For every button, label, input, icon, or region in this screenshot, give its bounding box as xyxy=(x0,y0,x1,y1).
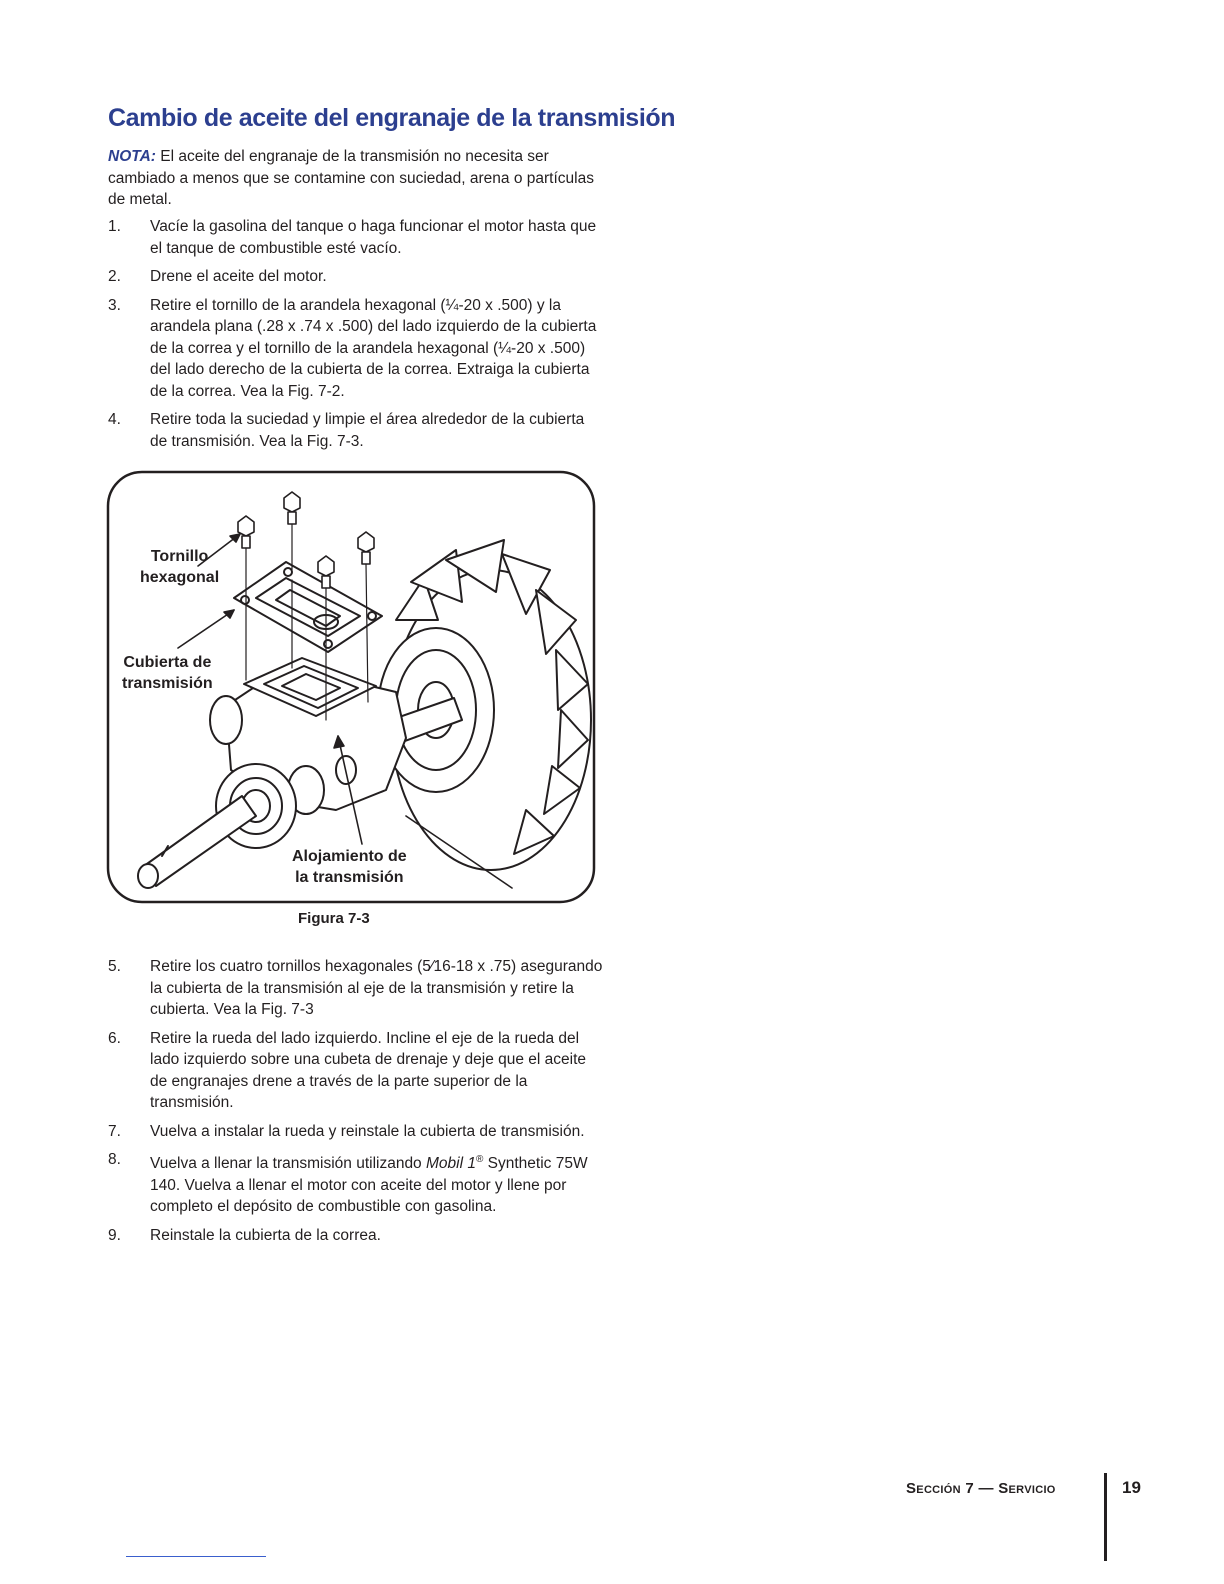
callout-transmission-housing-line-2: la transmisión xyxy=(295,869,404,886)
footer-divider xyxy=(1104,1473,1107,1561)
step-text: Drene el aceite del motor. xyxy=(150,268,327,285)
step-text: Retire los cuatro tornillos hexagonales (5⁄16-18 x .75) asegurando la cubierta de la transmisión al eje de la transmisión y retire la cubierta. Vea la Fig. 7-3 xyxy=(150,958,603,1018)
figure-7-3 xyxy=(106,470,596,904)
note-text: El aceite del engranaje de la transmisión no necesita ser cambiado a menos que se contamine con suciedad, arena o partículas de metal. xyxy=(108,148,594,208)
step-number: 5. xyxy=(108,958,121,975)
step-number: 3. xyxy=(108,296,121,314)
bottom-rule xyxy=(126,1556,266,1557)
step-item xyxy=(108,295,603,403)
step-text: Retire el tornillo de la arandela hexagonal (¼-20 x .500) y la arandela plana (.28 x .74 x .500) del lado izquierdo de la cubierta de la correa y el tornillo de la arandela hexagonal (¼-20 x .500) del lado derecho de la cubierta de la correa. Extraiga la cubierta de la correa. Vea la Fig. 7-2. xyxy=(150,296,597,400)
callout-transmission-cover-line-2: transmisión xyxy=(122,675,213,692)
step-item xyxy=(108,1028,603,1114)
left-axle-icon xyxy=(138,764,296,888)
step-item xyxy=(108,409,603,452)
callout-transmission-cover xyxy=(122,652,213,694)
steps-list-before-figure xyxy=(108,216,603,459)
step-text-start: Vuelva a llenar la transmisión utilizando xyxy=(150,1155,426,1173)
step-text: Vacíe la gasolina del tanque o haga funcionar el motor hasta que el tanque de combustible esté vacío. xyxy=(150,218,597,257)
step-item xyxy=(108,956,603,1021)
step-number: 9. xyxy=(108,1226,121,1244)
step-number: 4. xyxy=(108,411,121,428)
product-name: Mobil 1 xyxy=(426,1155,476,1173)
tire-icon xyxy=(378,540,591,870)
transmission-cover-icon xyxy=(234,562,382,652)
step-number: 1. xyxy=(108,218,121,235)
callout-hex-bolt xyxy=(140,546,219,588)
step-number: 2. xyxy=(108,268,121,285)
step-item xyxy=(108,1149,603,1218)
step-text: Vuelva a instalar la rueda y reinstale la cubierta de transmisión. xyxy=(150,1122,585,1140)
callout-transmission-housing-line-1: Alojamiento de xyxy=(292,848,407,865)
callout-hex-bolt-line-1: Tornillo xyxy=(150,548,209,565)
step-item xyxy=(108,1225,603,1247)
step-text: Retire la rueda del lado izquierdo. Incline el eje de la rueda del lado izquierdo sobre una cubeta de drenaje y deje que el aceite de engranajes drene a través de la parte superior de la transmisión. xyxy=(150,1029,587,1111)
note-label: NOTA: xyxy=(108,148,156,165)
step-text-end: Synthetic 75W 140. Vuelva a llenar el motor con aceite del motor y llene por completo el depósito de combustible con gasolina. xyxy=(150,1155,588,1216)
callout-transmission-cover-line-1: Cubierta de xyxy=(123,654,212,671)
step-number: 8. xyxy=(108,1151,121,1168)
page-number: 19 xyxy=(1122,1478,1141,1497)
step-text: Retire toda la suciedad y limpie el área alrededor de la cubierta de transmisión. Vea la Fig. 7-3. xyxy=(150,411,585,450)
section-heading: Cambio de aceite del engranaje de la transmisión xyxy=(108,104,676,132)
step-number: 7. xyxy=(108,1122,121,1140)
step-item xyxy=(108,1121,603,1143)
step-number: 6. xyxy=(108,1029,121,1047)
registered-mark: ® xyxy=(475,1154,484,1165)
figure-caption: Figura 7-3 xyxy=(298,910,370,927)
callout-hex-bolt-line-2: hexagonal xyxy=(140,569,220,586)
footer-section-label: Sección 7 — Servicio xyxy=(906,1480,1056,1497)
step-text: Reinstale la cubierta de la correa. xyxy=(150,1226,381,1244)
steps-list-after-figure xyxy=(108,956,603,1253)
step-item xyxy=(108,216,603,259)
note-paragraph xyxy=(108,146,598,211)
callout-transmission-housing xyxy=(292,846,407,888)
step-item xyxy=(108,266,603,288)
